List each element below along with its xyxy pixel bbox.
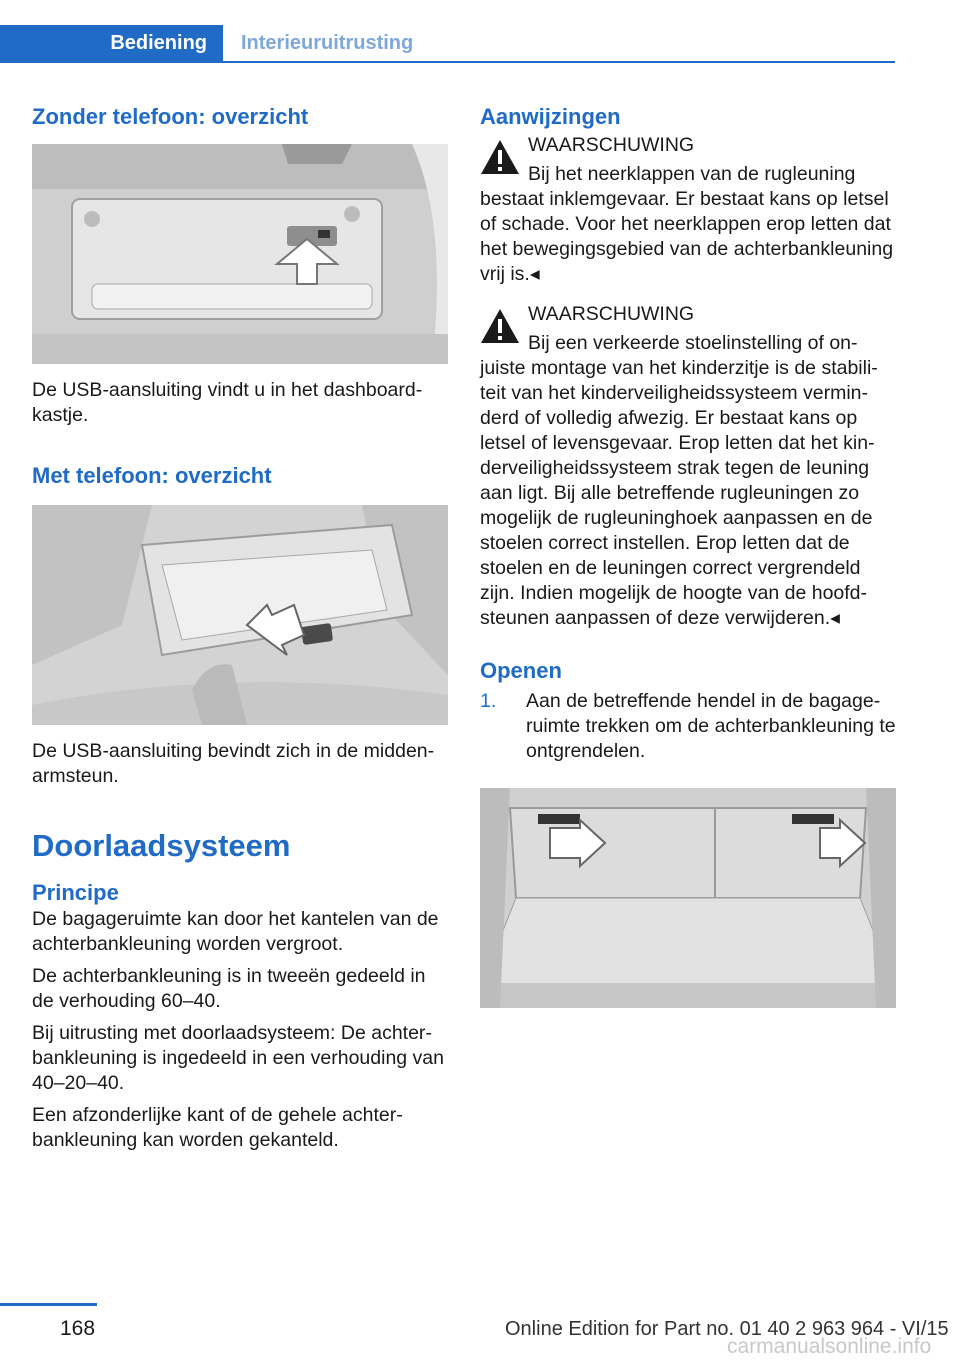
section-title-principe: Principe xyxy=(32,880,119,905)
step-text-1: Aan de betreffende hendel in de bagageruimte trekken om de achterbankleuning te ontgrendelen. xyxy=(526,690,896,762)
principe-paragraph-4: Een afzonderlijke kant of de gehele achterbankleuning kan worden gekanteld. xyxy=(32,1104,403,1151)
tab-bediening[interactable]: Bediening xyxy=(0,25,223,61)
footer-rule xyxy=(0,1303,97,1306)
watermark-text: carmanualsonline.info xyxy=(727,1335,932,1358)
glovebox-photo xyxy=(32,144,448,364)
trunk-photo xyxy=(480,788,896,1008)
warning-label-1: WAARSCHUWING xyxy=(528,134,695,156)
warning-block-2 xyxy=(480,302,896,327)
page-number: 168 xyxy=(60,1317,96,1340)
tab-interieuruitrusting[interactable]: Interieuruitrusting xyxy=(241,31,414,54)
section-title-with-phone: Met telefoon: overzicht xyxy=(32,463,272,488)
section-title-openen: Openen xyxy=(480,658,562,683)
header-tabs xyxy=(0,25,895,63)
left-column xyxy=(32,103,448,1153)
caption-glovebox: De USB-aansluiting vindt u in het dashboardkastje. xyxy=(32,379,423,426)
principe-paragraph-1: De bagageruimte kan door het kantelen van de achterbankleuning worden vergroot. xyxy=(32,908,439,955)
warning-triangle-icon xyxy=(480,139,520,175)
warning-label-2: WAARSCHUWING xyxy=(528,303,695,325)
caption-armrest: De USB-aansluiting bevindt zich in de middenarmsteun. xyxy=(32,740,435,787)
step-number-1: 1. xyxy=(480,690,497,712)
warning-block-1 xyxy=(480,133,896,158)
warning-triangle-icon xyxy=(480,308,520,344)
principe-paragraph-2: De achterbankleuning is in tweeën gedeeld in de verhouding 60–40. xyxy=(32,965,426,1012)
armrest-photo xyxy=(32,505,448,725)
section-title-without-phone: Zonder telefoon: overzicht xyxy=(32,104,309,129)
footer-edition: Online Edition for Part no. 01 40 2 963 964 - VI/15 xyxy=(505,1318,949,1340)
main-title-doorlaadsysteem: Doorlaadsysteem xyxy=(32,828,291,863)
principe-paragraph-3: Bij uitrusting met doorlaadsysteem: De achterbankleuning is ingedeeld in een verhouding van 40–20–40. xyxy=(32,1022,444,1094)
section-title-aanwijzingen: Aanwijzingen xyxy=(480,104,621,129)
right-column xyxy=(480,103,896,1008)
warning-text-1: Bij het neerklappen van de rugleuning bestaat inklemgevaar. Er bestaat kans op letsel of schade. Voor het neerklappen erop letten dat het bewegingsgebied van de achterbankleuning vrij is.◂ xyxy=(480,163,894,285)
step-item-1 xyxy=(480,689,896,764)
warning-text-2: Bij een verkeerde stoelinstelling of onjuiste montage van het kinderzitje is de stabiliteit van het kinderveiligheidssysteem verminderd of volledig afwezig. Er bestaat kans op letsel of levensgevaar. Erop letten dat het kinderveiligheidssysteem strak tegen de leuning aan ligt. Bij alle betreffende rugleuningen zo mogelijk de rugleuninghoek aanpassen en de stoelen correct instellen. Erop letten dat de stoelen en de leuningen correct vergrendeld zijn. Indien mogelijk de hoogte van de hoofdsteunen aanpassen of deze verwijderen.◂ xyxy=(480,332,878,629)
